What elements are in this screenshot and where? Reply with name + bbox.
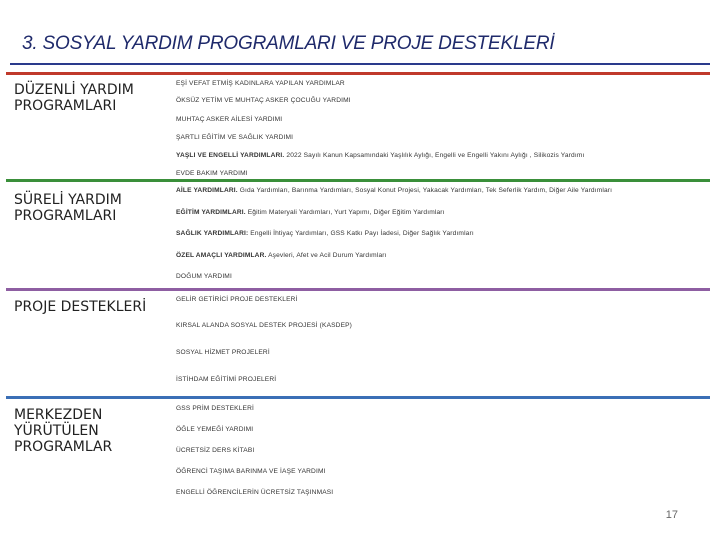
program-item: ÖĞLE YEMEĞİ YARDIMI — [176, 426, 254, 433]
program-item: İSTİHDAM EĞİTİMİ PROJELERİ — [176, 376, 277, 383]
section-merkezden-yurutulen — [6, 396, 710, 506]
slide-title: 3. SOSYAL YARDIM PROGRAMLARI VE PROJE DESTEKLERİ — [22, 33, 555, 54]
section-color-bar — [6, 72, 710, 75]
category-label: SÜRELİ YARDIM PROGRAMLARI — [14, 192, 122, 224]
program-item: ÖZEL AMAÇLI YARDIMLAR. Aşevleri, Afet ve Acil Durum Yardımları — [176, 252, 387, 259]
program-item: SOSYAL HİZMET PROJELERİ — [176, 349, 270, 356]
program-item: EŞİ VEFAT ETMİŞ KADINLARA YAPILAN YARDIMLAR — [176, 80, 345, 87]
category-label: DÜZENLİ YARDIM PROGRAMLARI — [14, 82, 134, 114]
section-duzenli-yardim — [6, 72, 710, 180]
category-label: MERKEZDEN YÜRÜTÜLEN PROGRAMLAR — [14, 407, 113, 455]
title-underline — [10, 63, 710, 65]
page-number: 17 — [665, 509, 678, 521]
section-color-bar — [6, 396, 710, 399]
program-item: EVDE BAKIM YARDIMI — [176, 170, 248, 177]
program-item: EĞİTİM YARDIMLARI. Eğitim Materyali Yardımları, Yurt Yapımı, Diğer Eğitim Yardımları — [176, 209, 445, 216]
program-item: SAĞLIK YARDIMLARI: Engelli İhtiyaç Yardımları, GSS Katkı Payı İadesi, Diğer Sağlık Yardımları — [176, 230, 474, 237]
section-sureli-yardim — [6, 179, 710, 289]
program-item: GSS PRİM DESTEKLERİ — [176, 405, 254, 412]
section-proje-destekleri — [6, 288, 710, 396]
program-item: ENGELLİ ÖĞRENCİLERİN ÜCRETSİZ TAŞINMASI — [176, 489, 334, 496]
program-item: GELİR GETİRİCİ PROJE DESTEKLERİ — [176, 296, 298, 303]
category-label: PROJE DESTEKLERİ — [14, 299, 147, 315]
program-item: YAŞLI VE ENGELLİ YARDIMLARI. 2022 Sayılı Kanun Kapsamındaki Yaşlılık Aylığı, Engelli ve Engelli Yakını Aylığı , Silikozis Yardımı — [176, 152, 585, 159]
program-item: KIRSAL ALANDA SOSYAL DESTEK PROJESİ (KASDEP) — [176, 322, 353, 329]
program-item: ÖKSÜZ YETİM VE MUHTAÇ ASKER ÇOCUĞU YARDIMI — [176, 97, 351, 104]
program-item: ÜCRETSİZ DERS KİTABI — [176, 447, 255, 454]
program-item: DOĞUM YARDIMI — [176, 273, 232, 280]
program-item: ÖĞRENCİ TAŞIMA BARINMA VE İAŞE YARDIMI — [176, 468, 326, 475]
program-item: AİLE YARDIMLARI. Gıda Yardımları, Barınma Yardımları, Sosyal Konut Projesi, Yakacak Yardımları, Tek Seferlik Yardım, Diğer Aile Yardımları — [176, 187, 613, 194]
program-item: MUHTAÇ ASKER AİLESİ YARDIMI — [176, 116, 283, 123]
program-item: ŞARTLI EĞİTİM VE SAĞLIK YARDIMI — [176, 134, 294, 141]
section-color-bar — [6, 179, 710, 182]
section-color-bar — [6, 288, 710, 291]
